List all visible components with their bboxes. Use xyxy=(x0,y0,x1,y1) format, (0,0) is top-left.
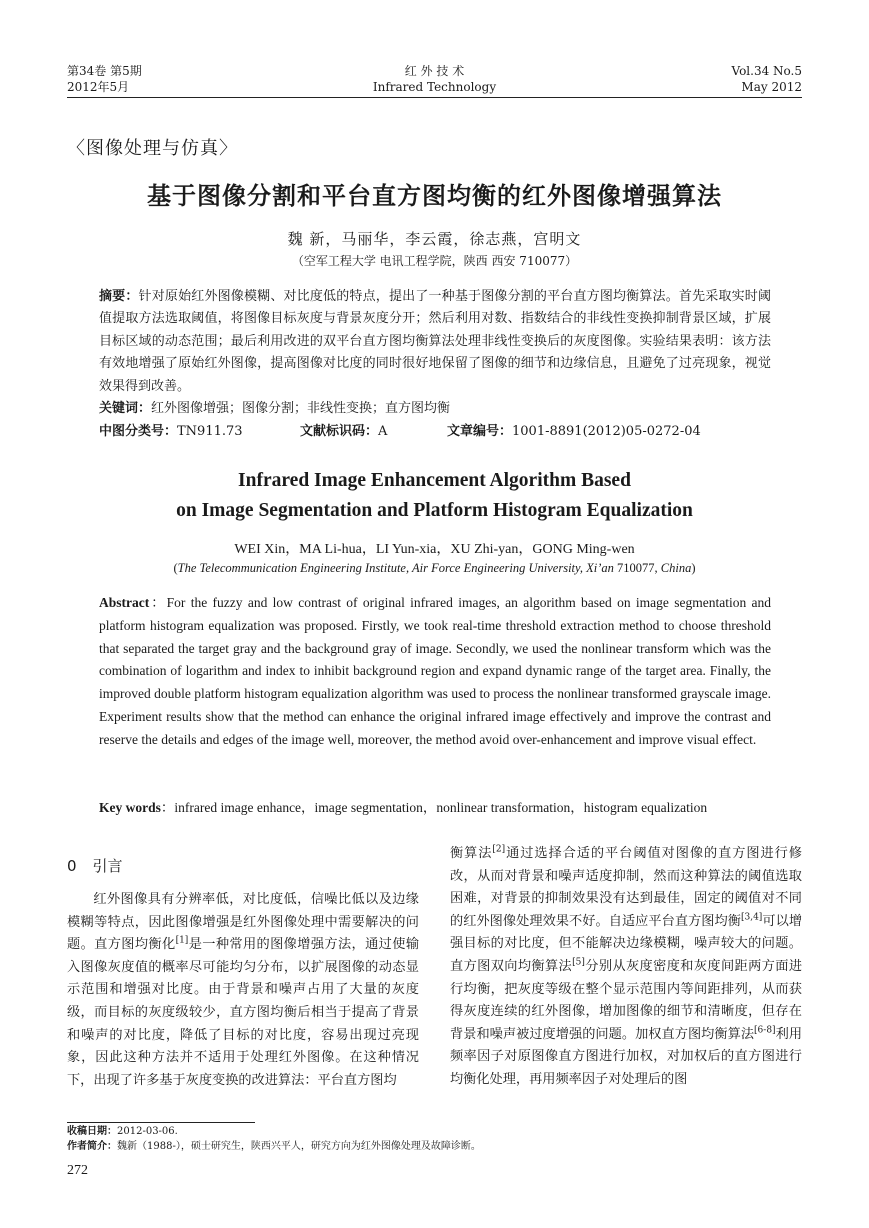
right-text-3: 可以增强目标的对比度，但不能解决边缘模糊，噪声较大的问题。直方图双向均衡算法 xyxy=(450,913,803,974)
left-text-2: 是一种常用的图像增强方法，通过使输入图像灰度值的概率尽可能均匀分布，以扩展图像的动态显示范围和增强对比度。由于背景和噪声占用了大量的灰度级，而目标的灰度级较少，直方图均衡后相当于提高了背景和噪声的对比度，降低了目标的对比度，容易出现过亮现象，因此这种方法并不适用于处理红外图像。在这种情况下，出现了许多基于灰度变换的改进算法：平台直方图均 xyxy=(67,937,420,1088)
footnote-author-bio xyxy=(67,1140,481,1154)
affiliation-en-institute: The Telecommunication Engineering Institute, Air Force Engineering University, Xi’an xyxy=(177,561,614,575)
section-title: 引言 xyxy=(92,857,123,875)
header-issue-en xyxy=(732,63,803,95)
section-number: 0 xyxy=(67,857,77,875)
abstract-en: Abstract：For the fuzzy and low contrast of original infrared images, an algorithm based on image segmentation and platform histogram equalization was proposed. Firstly, we took real-time threshold extraction method to choose threshold that separated the target gray and the background gray of image. Secondly, we used the nonlinear transform which was the combination of logarithm and index to inhibit background region and expand dynamic range of the target area. Finally, the improved double platform histogram equalization algorithm was used to process the nonlinear transformed grayscale image. Experiment results show that the method can enhance the original infrared image effectively and improve the contrast and reserve the details and edges of the image well, moreover, the method avoid over-enhancement and improve visual effect. xyxy=(99,595,772,747)
received-label: 收稿日期： xyxy=(67,1126,117,1137)
affiliation-cn: （空军工程大学 电讯工程学院，陕西 西安 710077） xyxy=(291,254,578,268)
affiliation-en-country: China xyxy=(660,561,692,575)
abstract-cn-text: 针对原始红外图像模糊、对比度低的特点，提出了一种基于图像分割的平台直方图均衡算法。首先采取实时阈值提取方法选取阈值，将图像目标灰度与背景灰度分开；然后利用对数、指数结合的非线性变换抑制背景区域，扩展目标区域的动态范围；最后利用改进的双平台直方图均衡算法处理非线性变换后的灰度图像。实验结果表明：该方法有效地增强了原始红外图像，提高图像对比度的同时很好地保留了图像的细节和边缘信息，且避免了过亮现象，视觉效果得到改善。 xyxy=(99,289,771,394)
affil-close-paren: ) xyxy=(691,561,696,575)
body-left-column xyxy=(67,889,419,1092)
header-date-en: May 2012 xyxy=(741,80,802,94)
header-volume-cn: 第34卷 第5期 xyxy=(67,64,142,78)
affiliation-en-postcode: 710077, xyxy=(613,561,661,575)
abstract-en-label: Abstract xyxy=(99,595,150,610)
citation-5: [5] xyxy=(572,957,585,968)
keywords-cn xyxy=(99,399,771,419)
article-number-value: 1001-8891(2012)05-0272-04 xyxy=(512,424,701,439)
footnote-received xyxy=(67,1125,178,1139)
header-journal-en: Infrared Technology xyxy=(372,80,497,94)
clc-number xyxy=(99,423,243,441)
left-text-1: 红外图像具有分辨率低，对比度低，信噪比低以及边缘模糊等特点，因此图像增强是红外图像处理中需要解决的问题。直方图均衡化 xyxy=(67,892,419,953)
section-heading-introduction xyxy=(67,855,123,876)
right-text-5: 利用频率因子对原图像直方图进行加权，对加权后的直方图进行均衡化处理，再用频率因子对处理后的图 xyxy=(450,1026,803,1087)
keywords-en: Key words：infrared image enhance，image segmentation，nonlinear transformation，histogram equalization xyxy=(99,800,708,815)
abstract-cn-label: 摘要： xyxy=(99,289,139,304)
article-number-label: 文章编号： xyxy=(447,424,513,439)
right-text-2: 通过选择合适的平台阈值对图像的直方图进行修改，从而对背景和噪声适度抑制，然而这种算法的阈值选取困难，对背景的抑制效果没有达到最佳，固定的阈值对不同的红外图像处理效果不好。自适应平台直方图均衡 xyxy=(450,846,802,929)
affiliation-en xyxy=(0,561,869,576)
paper-title-en-line2: on Image Segmentation and Platform Histogram Equalization xyxy=(176,500,693,521)
clc-label: 中图分类号： xyxy=(99,424,178,439)
header-volume-en: Vol.34 No.5 xyxy=(731,64,802,78)
header-divider xyxy=(67,97,802,98)
citation-3-4: [3,4] xyxy=(740,912,763,923)
body-right-column xyxy=(450,843,802,1092)
right-text-1: 衡算法 xyxy=(450,846,493,861)
citation-1: [1] xyxy=(175,935,189,946)
authors-cn: 魏 新，马丽华，李云霞，徐志燕，宫明文 xyxy=(287,230,582,248)
keywords-en-text: infrared image enhance，image segmentation，nonlinear transformation，histogram equalization xyxy=(174,800,708,815)
keywords-cn-text: 红外图像增强；图像分割；非线性变换；直方图均衡 xyxy=(151,401,451,416)
header-journal-cn: 红 外 技 术 xyxy=(404,64,465,78)
keywords-en-label: Key words xyxy=(99,800,161,815)
citation-6-8: [6-8] xyxy=(754,1025,776,1036)
paper-title-en xyxy=(0,466,869,526)
doc-code-value: A xyxy=(378,424,388,439)
section-label: 〈图像处理与仿真〉 xyxy=(67,138,238,159)
affil-open-paren: ( xyxy=(173,561,178,575)
document-code xyxy=(300,423,387,441)
citation-2: [2] xyxy=(492,844,506,855)
author-bio-text: 魏新（1988-），硕士研究生，陕西兴平人，研究方向为红外图像处理及故障诊断。 xyxy=(117,1141,481,1152)
received-date: 2012-03-06. xyxy=(117,1126,178,1137)
author-bio-label: 作者简介： xyxy=(67,1141,117,1152)
keywords-cn-label: 关键词： xyxy=(99,401,152,416)
page-number: 272 xyxy=(67,1163,88,1178)
abstract-cn xyxy=(99,286,771,398)
authors-en: WEI Xin，MA Li-hua，LI Yun-xia，XU Zhi-yan，GONG Ming-wen xyxy=(234,542,635,557)
paper-title-en-line1: Infrared Image Enhancement Algorithm Based xyxy=(238,470,631,491)
header-date-cn: 2012年5月 xyxy=(67,80,130,94)
article-number xyxy=(447,423,701,441)
abstract-en-text: For the fuzzy and low contrast of original infrared images, an algorithm based on image segmentation and platform histogram equalization was proposed. Firstly, we took real-time threshold extraction method to choose threshold that separated the target gray and the background gray of image. Secondly, we used the nonlinear transform which was the combination of logarithm and index to inhibit background region and expand dynamic range of the target area. Finally, the improved double platform histogram equalization algorithm was used to process the nonlinear transformed grayscale image. Experiment results show that the method can enhance the original infrared image effectively and improve the contrast and reserve the details and edges of the image well, moreover, the method avoid over-enhancement and improve visual effect. xyxy=(99,595,772,747)
paper-title-cn: 基于图像分割和平台直方图均衡的红外图像增强算法 xyxy=(147,182,722,210)
doc-code-label: 文献标识码： xyxy=(300,424,379,439)
clc-value: TN911.73 xyxy=(177,424,243,439)
footnote-divider xyxy=(67,1122,255,1123)
right-text-4: 分别从灰度密度和灰度间距两方面进行均衡，把灰度等级在整个显示范围内等间距排列，从而获得灰度连续的红外图像，增加图像的细节和清晰度，但存在背景和噪声被过度增强的问题。加权直方图均衡算法 xyxy=(450,958,803,1042)
